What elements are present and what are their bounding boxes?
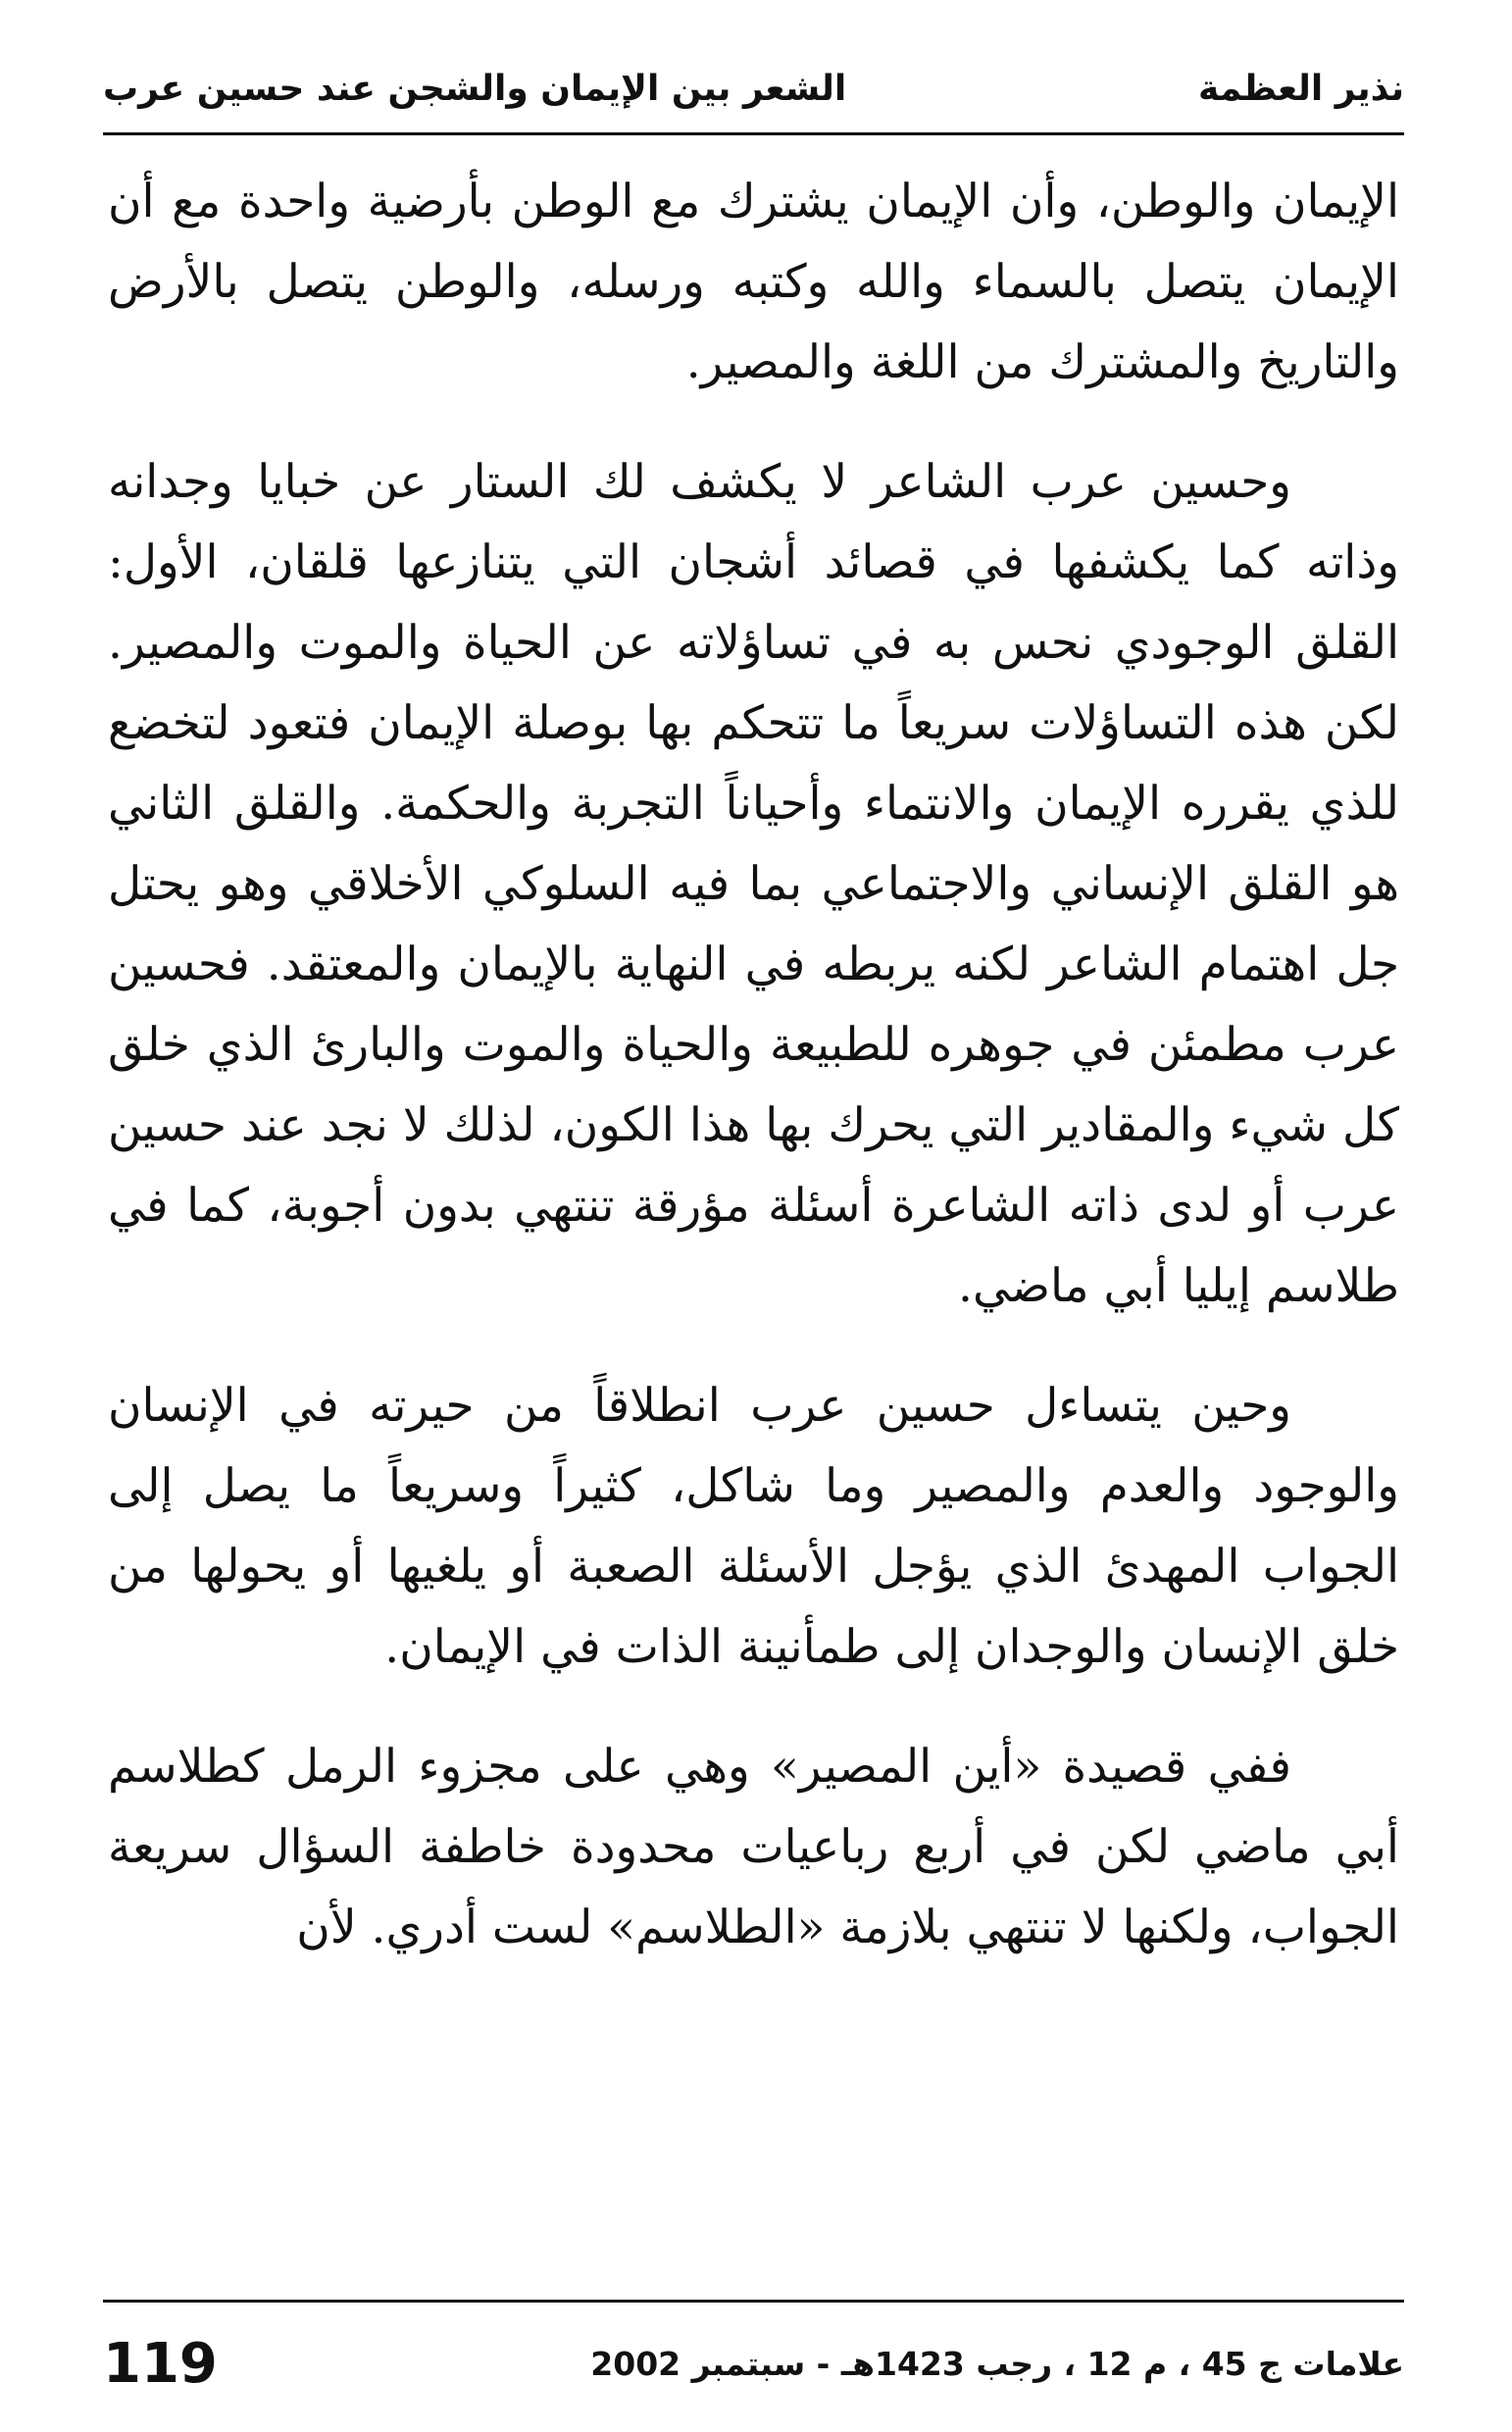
journal-info: علامات ج 45 ، م 12 ، رجب 1423هـ - سبتمبر 2002 — [590, 2344, 1404, 2383]
paragraph-3: وحين يتساءل حسين عرب انطلاقاً من حيرته في الإنسان والوجود والعدم والمصير وما شاكل، كثيراً وسريعاً ما يصل إلى الجواب المهدئ الذي يؤجل الأسئلة الصعبة أو يلغيها أو يحولها من خلق الإنسان والوجدان إلى طمأنينة الذات في الإيمان. — [108, 1379, 1399, 1674]
running-header — [103, 54, 1404, 123]
chapter-title: الشعر بين الإيمان والشجن عند حسين عرب — [103, 68, 847, 109]
paragraph-4: ففي قصيدة «أين المصير» وهي على مجزوء الرمل كطلاسم أبي ماضي لكن في أربع رباعيات محدودة خاطفة السؤال سريعة الجواب، ولكنها لا تنتهي بلازمة «الطلاسم» لست أدري. لأن — [108, 1740, 1399, 1954]
paragraph-2: وحسين عرب الشاعر لا يكشف لك الستار عن خبايا وجدانه وذاته كما يكشفها في قصائد أشجان التي يتنازعها قلقان، الأول: القلق الوجودي نحس به في تساؤلاته عن الحياة والموت والمصير. لكن هذه التساؤلات سريعاً ما تتحكم بها بوصلة الإيمان فتعود لتخضع للذي يقرره الإيمان والانتماء وأحياناً التجربة والحكمة. والقلق الثاني هو القلق الإنساني والاجتماعي بما فيه السلوكي الأخلاقي وهو يحتل جل اهتمام الشاعر لكنه يربطه في النهاية بالإيمان والمعتقد. فحسين عرب مطمئن في جوهره للطبيعة والحياة والموت والبارئ الذي خلق كل شيء والمقادير التي يحرك بها هذا الكون، لذلك لا نجد عند حسين عرب أو لدى ذاته الشاعرة أسئلة مؤرقة تنتهي بدون أجوبة، كما في طلاسم إيليا أبي ماضي. — [108, 455, 1399, 1313]
page-number: 119 — [103, 2331, 218, 2396]
header-divider — [103, 132, 1404, 135]
footer-divider — [103, 2300, 1404, 2303]
paragraph-1: الإيمان والوطن، وأن الإيمان يشترك مع الوطن بأرضية واحدة مع أن الإيمان يتصل بالسماء والله وكتبه ورسله، والوطن يتصل بالأرض والتاريخ والمشترك من اللغة والمصير. — [108, 175, 1399, 389]
author-name: نذير العظمة — [1198, 68, 1404, 109]
page-footer — [103, 2324, 1404, 2403]
body-text — [108, 162, 1399, 2007]
